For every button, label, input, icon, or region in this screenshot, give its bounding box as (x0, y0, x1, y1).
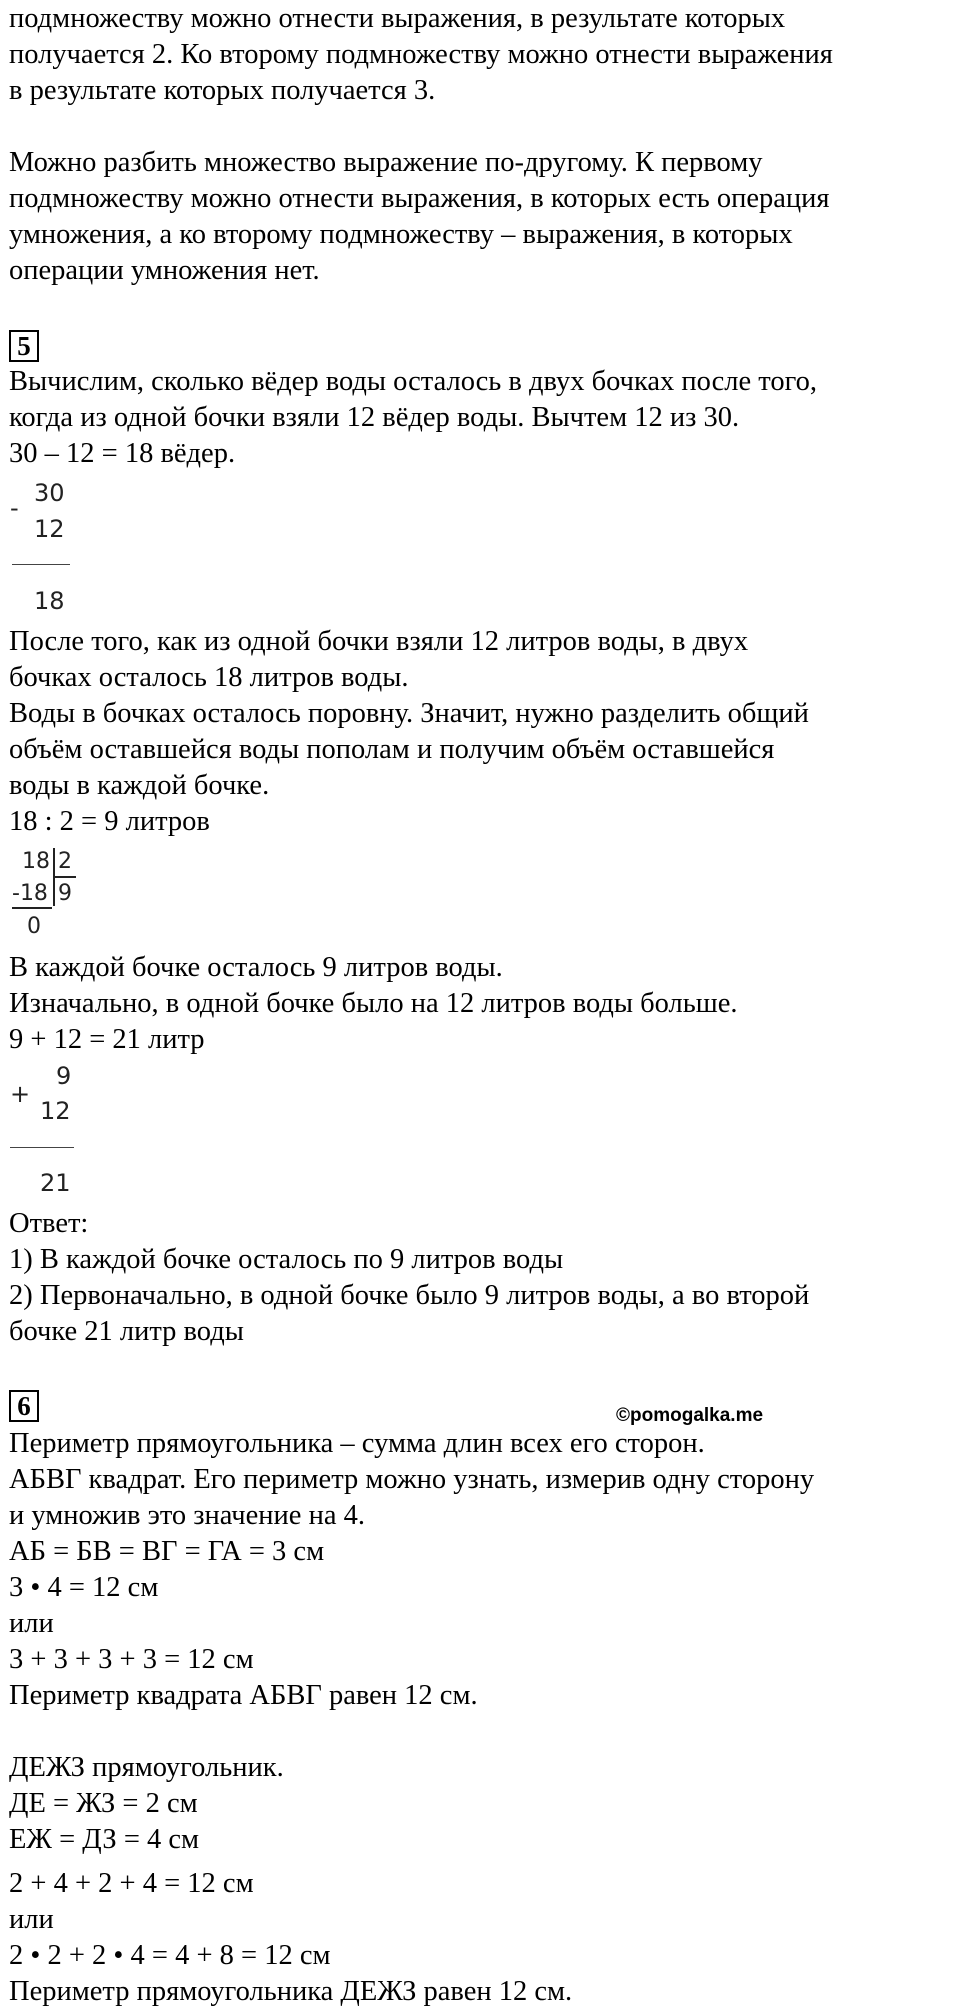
text-line: бочке 21 литр воды (9, 1316, 244, 1347)
answer-heading: Ответ: (9, 1208, 89, 1239)
addend-top: 9 (56, 1062, 72, 1090)
difference: 18 (34, 587, 65, 615)
text-line: ЕЖ = ДЗ = 4 см (9, 1824, 200, 1855)
remainder: 0 (27, 914, 41, 939)
result-rule (12, 564, 70, 565)
text-line: подмножеству можно отнести выражения, в результате которых (9, 3, 786, 34)
text-line: Периметр прямоугольника ДЕЖЗ равен 12 см. (9, 1976, 573, 2007)
minus-sign: - (10, 494, 19, 522)
text-line: Можно разбить множество выражение по-другому. К первому (9, 147, 763, 178)
addend-bottom: 12 (40, 1097, 71, 1125)
watermark: ©pomogalka.me (616, 1405, 764, 1426)
text-line: Изначально, в одной бочке было на 12 литров воды больше. (9, 988, 738, 1019)
text-line: 18 : 2 = 9 литров (9, 806, 210, 837)
text-line: операции умножения нет. (9, 255, 320, 286)
text-line: После того, как из одной бочки взяли 12 литров воды, в двух (9, 626, 749, 657)
text-line: 3 + 3 + 3 + 3 = 12 см (9, 1644, 254, 1675)
text-line: 2 + 4 + 2 + 4 = 12 см (9, 1868, 254, 1899)
text-line: воды в каждой бочке. (9, 770, 270, 801)
text-line: бочках осталось 18 литров воды. (9, 662, 409, 693)
subtract-underline (12, 907, 52, 909)
sum: 21 (40, 1169, 71, 1197)
text-line: получается 2. Ко второму подмножеству можно отнести выражения (9, 39, 833, 70)
text-line: умножения, а ко второму подмножеству – выражения, в которых (9, 219, 793, 250)
text-line: и умножив это значение на 4. (9, 1500, 365, 1531)
text-line: в результате которых получается 3. (9, 75, 436, 106)
text-line: когда из одной бочки взяли 12 вёдер воды. Вычтем 12 из 30. (9, 402, 740, 433)
subtrahend: 12 (34, 515, 65, 543)
text-line: Периметр квадрата АБВГ равен 12 см. (9, 1680, 478, 1711)
task-number-6: 6 (9, 1390, 39, 1422)
text-line: подмножеству можно отнести выражения, в которых есть операция (9, 183, 830, 214)
divisor-underline (54, 876, 76, 878)
divisor: 2 (58, 849, 72, 874)
text-line: Периметр прямоугольника – сумма длин всех его сторон. (9, 1428, 705, 1459)
task-number-5: 5 (9, 330, 39, 362)
text-line: АБВГ квадрат. Его периметр можно узнать, измерив одну сторону (9, 1464, 815, 1495)
text-line: или (9, 1608, 54, 1639)
text-line: ДЕЖЗ прямоугольник. (9, 1752, 284, 1783)
dividend: 18 (22, 849, 50, 874)
text-line: Воды в бочках осталось поровну. Значит, нужно разделить общий (9, 698, 809, 729)
subtract-value: -18 (12, 881, 48, 906)
text-line: 30 – 12 = 18 вёдер. (9, 438, 236, 469)
result-rule (10, 1147, 74, 1148)
text-line: 1) В каждой бочке осталось по 9 литров воды (9, 1244, 564, 1275)
text-line: Вычислим, сколько вёдер воды осталось в двух бочках после того, (9, 366, 817, 397)
text-line: ДЕ = ЖЗ = 2 см (9, 1788, 198, 1819)
text-line: 3 • 4 = 12 см (9, 1572, 159, 1603)
text-line: 2 • 2 + 2 • 4 = 4 + 8 = 12 см (9, 1940, 331, 1971)
text-line: или (9, 1904, 54, 1935)
text-line: объём оставшейся воды пополам и получим объём оставшейся (9, 734, 775, 765)
quotient: 9 (58, 881, 72, 906)
text-line: В каждой бочке осталось 9 литров воды. (9, 952, 503, 983)
text-line: АБ = БВ = ВГ = ГА = 3 см (9, 1536, 325, 1567)
text-line: 2) Первоначально, в одной бочке было 9 литров воды, а во второй (9, 1280, 810, 1311)
text-line: 9 + 12 = 21 литр (9, 1024, 205, 1055)
plus-sign: + (10, 1080, 31, 1108)
minuend: 30 (34, 479, 65, 507)
